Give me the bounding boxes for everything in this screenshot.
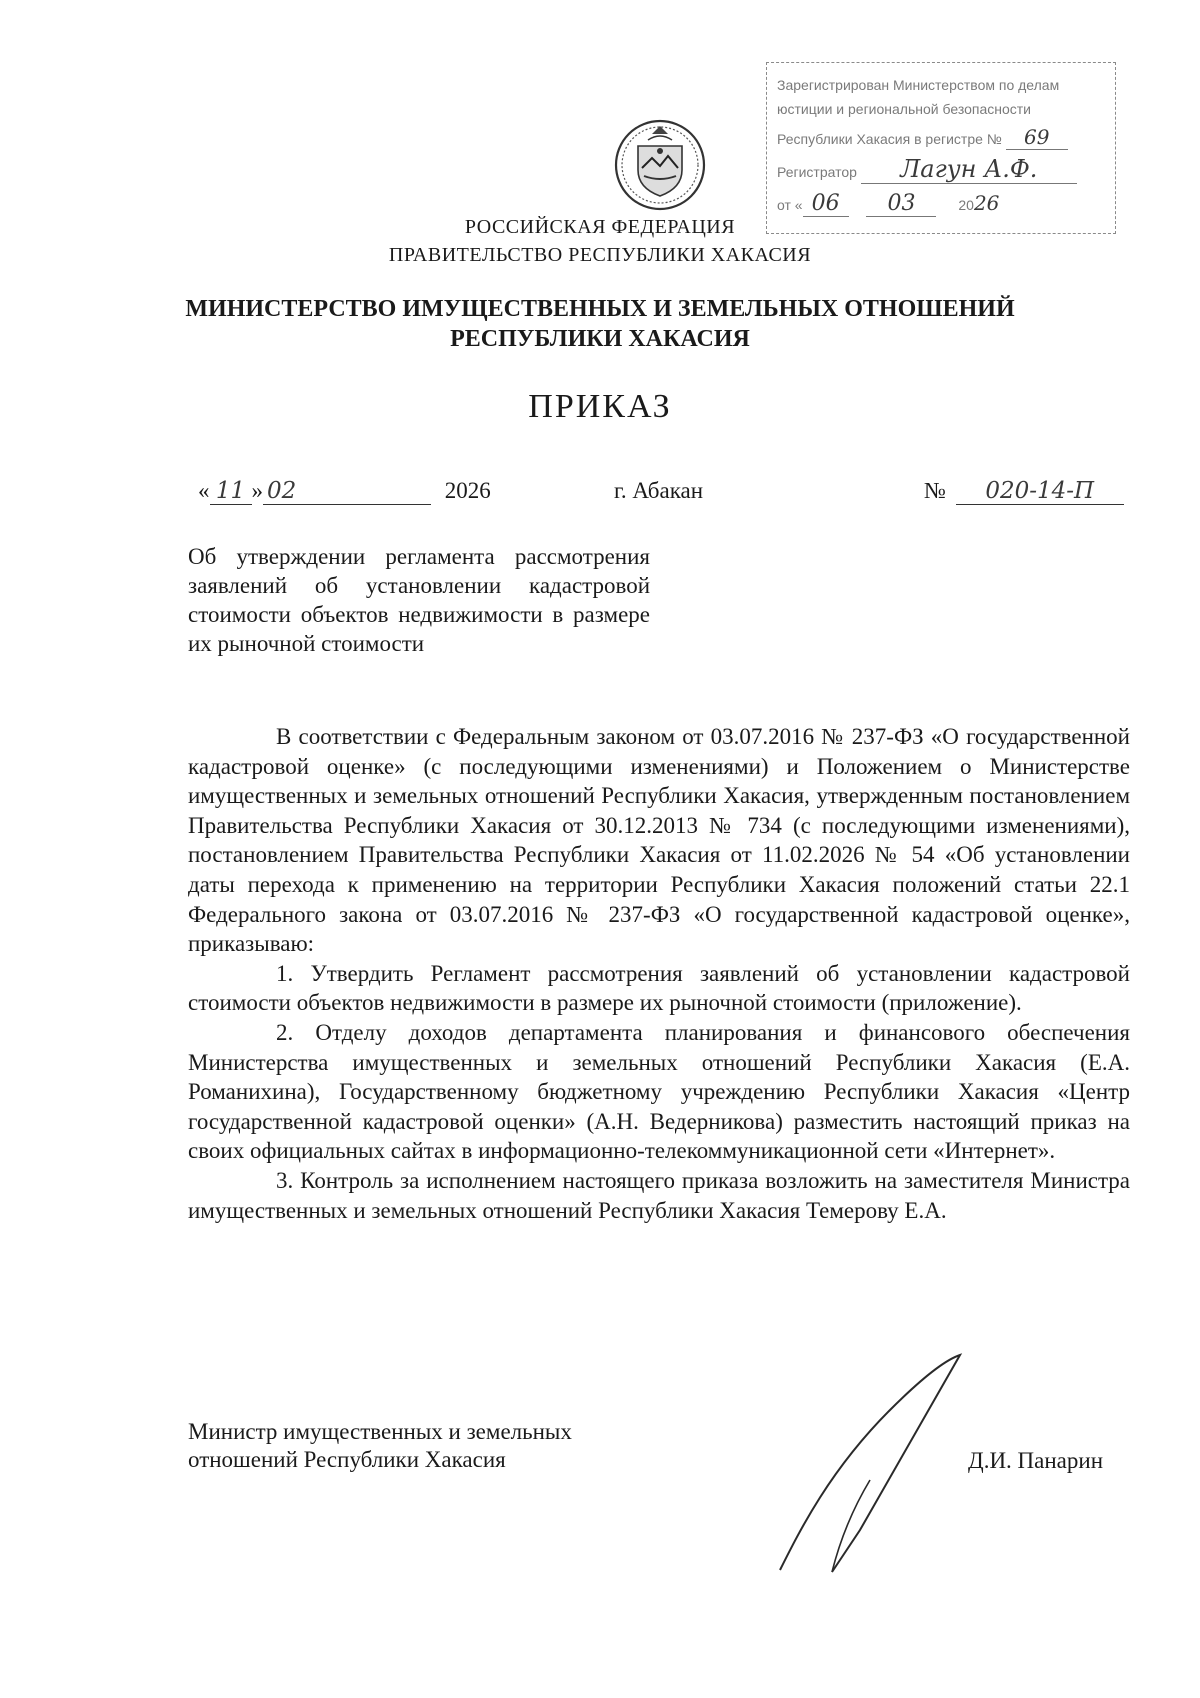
stamp-registrar-label: Регистратор (777, 164, 857, 180)
order-city: г. Абакан (614, 478, 704, 503)
order-date (198, 478, 491, 505)
stamp-register-number: 69 (1006, 125, 1068, 150)
coat-of-arms-icon (612, 118, 708, 212)
item-2-paragraph: 2. Отделу доходов департамента планирования и финансового обеспечения Министерства имущественных и земельных отношений Республики Хакасия (Е.А. Романихина), Государственному бюджетному учреждению Республики Хакасия «Центр государственной кадастровой оценки» (А.Н. Ведерникова) разместить настоящий приказ на своих официальных сайтах в информационно-телекоммуникационной сети «Интернет». (188, 1019, 1130, 1164)
number-value: 020-14-П (956, 478, 1124, 505)
item-1-paragraph: 1. Утвердить Регламент рассмотрения заявлений об установлении кадастровой стоимости объектов недвижимости в размере их рыночной стоимости (приложение). (188, 960, 1130, 1016)
handwritten-signature (770, 1350, 980, 1580)
date-close-quote: » (251, 478, 263, 503)
signer-position (188, 1418, 572, 1474)
stamp-register-label: Республики Хакасия в регистре № (777, 131, 1002, 147)
ministry-title-line-2: РЕСПУБЛИКИ ХАКАСИЯ (450, 326, 750, 352)
order-body (188, 722, 1130, 1225)
stamp-registrar-signature: Лагун А.Ф. (861, 155, 1077, 184)
date-day: 11 (210, 478, 252, 505)
item-3-paragraph: 3. Контроль за исполнением настоящего приказа возложить на заместителя Министра имущественных и земельных отношений Республики Хакасия Темерову Е.А. (188, 1167, 1130, 1223)
stamp-line-2: юстиции и региональной безопасности (777, 101, 1031, 117)
signer-name: Д.И. Панарин (968, 1448, 1104, 1473)
signer-position-line-2: отношений Республики Хакасия (188, 1447, 506, 1472)
signer-position-line-1: Министр имущественных и земельных (188, 1419, 572, 1444)
date-month: 02 (263, 478, 431, 505)
header-government: ПРАВИТЕЛЬСТВО РЕСПУБЛИКИ ХАКАСИЯ (388, 244, 812, 266)
date-year: 2026 (444, 478, 491, 503)
ministry-title-line-1: МИНИСТЕРСТВО ИМУЩЕСТВЕННЫХ И ЗЕМЕЛЬНЫХ ОТНОШЕНИЙ (185, 296, 1015, 322)
document-type: ПРИКАЗ (528, 388, 672, 425)
date-open-quote: « (198, 478, 210, 503)
stamp-registrar-row (777, 155, 1107, 184)
stamp-date-year: 26 (973, 191, 1000, 215)
stamp-register-row (777, 125, 1107, 150)
stamp-year-prefix: 20 (958, 197, 974, 213)
stamp-date-row (777, 191, 1107, 217)
registration-stamp (766, 62, 1116, 234)
number-label: № (924, 478, 946, 503)
stamp-date-prefix: от « (777, 197, 803, 213)
stamp-date-month: 03 (866, 191, 936, 217)
preamble-paragraph: В соответствии с Федеральным законом от 03.07.2016 № 237-ФЗ «О государственной кадастровой оценке» (с последующими изменениями) и Положением о Министерстве имущественных и земельных отношений Республики Хакасия, утвержденным постановлением Правительства Республики Хакасия от 30.12.2013 № 734 (с последующими изменениями), постановлением Правительства Республики Хакасия от 11.02.2026 № 54 «Об установлении даты перехода к применению на территории Республики Хакасия положений статьи 22.1 Федерального закона от 03.07.2016 № 237-ФЗ «О государственной кадастровой оценке», приказываю: (188, 724, 1130, 957)
header-country: РОССИЙСКАЯ ФЕДЕРАЦИЯ (464, 216, 736, 238)
stamp-date-day: 06 (803, 191, 849, 217)
order-subject: Об утверждении регламента рассмотрения заявлений об установлении кадастровой стоимости объектов недвижимости в размере их рыночной стоимости (188, 544, 650, 656)
order-number (924, 478, 1124, 505)
stamp-line-1: Зарегистрирован Министерством по делам (777, 77, 1060, 93)
